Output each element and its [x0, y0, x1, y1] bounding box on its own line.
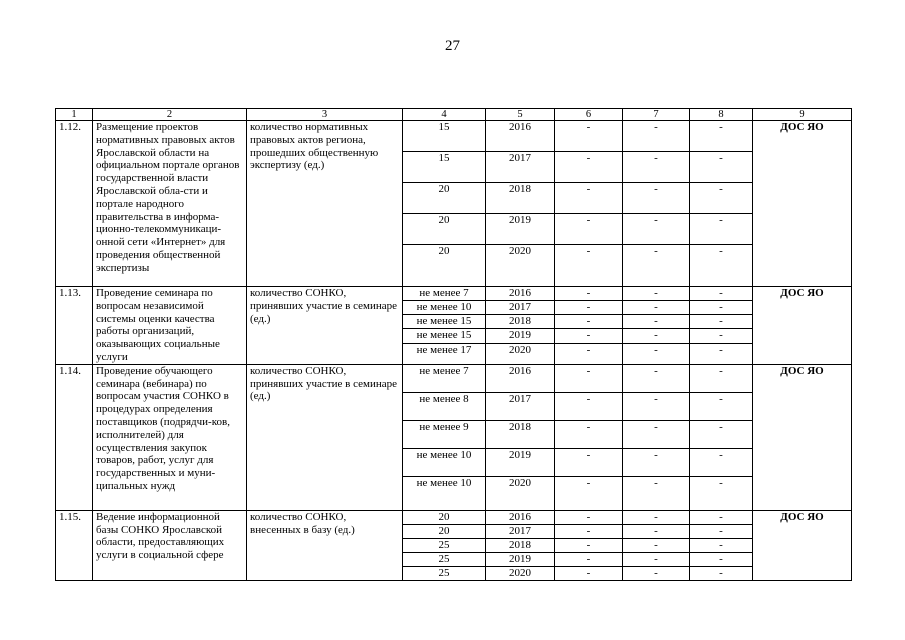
col-header: 2 — [93, 109, 247, 121]
dash-cell: - — [690, 245, 753, 287]
dash-cell: - — [690, 183, 753, 214]
dash-cell: - — [555, 524, 623, 538]
dash-cell: - — [690, 448, 753, 476]
dash-cell: - — [623, 364, 690, 392]
year-cell: 2016 — [486, 121, 555, 152]
table-row — [56, 510, 852, 524]
table-row — [56, 121, 852, 152]
dash-cell: - — [690, 420, 753, 448]
year-cell: 2020 — [486, 476, 555, 510]
dash-cell: - — [690, 524, 753, 538]
year-cell: 2020 — [486, 343, 555, 364]
dash-cell: - — [623, 566, 690, 580]
responsible-cell: ДОС ЯО — [753, 364, 852, 510]
measure-text: Размещение проектов нормативных правовых актов Ярославской области на официальном портале органов государственной власти Ярославской обла-сти и портале народного правительства в информа-ционно-телекоммуникаци-онной сети «Интернет» для проведения общественной экспертизы — [93, 121, 247, 287]
year-cell: 2016 — [486, 510, 555, 524]
measure-text: Проведение обучающего семинара (вебинара) по вопросам участия СОНКО в процедурах определения поставщиков (подрядчи-ков, исполнителей) для осуществления закупок товаров, работ, услуг для государственных и муни-ципальных нужд — [93, 364, 247, 510]
dash-cell: - — [623, 392, 690, 420]
target-value: 20 — [403, 524, 486, 538]
target-value: не менее 10 — [403, 448, 486, 476]
year-cell: 2016 — [486, 287, 555, 301]
indicator-text: количество нормативных правовых актов региона, прошедших общественную экспертизу (ед.) — [247, 121, 403, 287]
measure-text: Ведение информационной базы СОНКО Ярославской области, предоставляющих услуги в социальной сфере — [93, 510, 247, 580]
dash-cell: - — [555, 476, 623, 510]
dash-cell: - — [623, 552, 690, 566]
dash-cell: - — [623, 420, 690, 448]
dash-cell: - — [555, 315, 623, 329]
dash-cell: - — [690, 329, 753, 343]
col-header: 9 — [753, 109, 852, 121]
year-cell: 2017 — [486, 152, 555, 183]
item-number: 1.15. — [56, 510, 93, 580]
year-cell: 2019 — [486, 214, 555, 245]
table-row — [56, 287, 852, 301]
dash-cell: - — [690, 343, 753, 364]
target-value: 25 — [403, 566, 486, 580]
dash-cell: - — [623, 448, 690, 476]
target-value: 20 — [403, 214, 486, 245]
dash-cell: - — [555, 343, 623, 364]
dash-cell: - — [690, 287, 753, 301]
year-cell: 2019 — [486, 329, 555, 343]
target-value: 20 — [403, 245, 486, 287]
responsible-cell: ДОС ЯО — [753, 510, 852, 580]
target-value: 20 — [403, 510, 486, 524]
year-cell: 2017 — [486, 524, 555, 538]
dash-cell: - — [690, 392, 753, 420]
item-number: 1.14. — [56, 364, 93, 510]
dash-cell: - — [555, 152, 623, 183]
col-header: 5 — [486, 109, 555, 121]
target-value: 25 — [403, 552, 486, 566]
dash-cell: - — [555, 566, 623, 580]
dash-cell: - — [555, 329, 623, 343]
target-value: не менее 15 — [403, 315, 486, 329]
dash-cell: - — [690, 552, 753, 566]
col-header: 4 — [403, 109, 486, 121]
dash-cell: - — [690, 510, 753, 524]
dash-cell: - — [623, 476, 690, 510]
indicator-text: количество СОНКО, принявших участие в семинаре (ед.) — [247, 287, 403, 365]
year-cell: 2019 — [486, 552, 555, 566]
target-value: не менее 15 — [403, 329, 486, 343]
dash-cell: - — [555, 301, 623, 315]
target-value: не менее 17 — [403, 343, 486, 364]
dash-cell: - — [690, 152, 753, 183]
dash-cell: - — [555, 552, 623, 566]
dash-cell: - — [555, 538, 623, 552]
dash-cell: - — [623, 510, 690, 524]
measure-text: Проведение семинара по вопросам независимой системы оценки качества работы организаций, оказывающих социальные услуги — [93, 287, 247, 365]
dash-cell: - — [555, 448, 623, 476]
dash-cell: - — [555, 214, 623, 245]
item-number: 1.12. — [56, 121, 93, 287]
dash-cell: - — [623, 301, 690, 315]
dash-cell: - — [690, 121, 753, 152]
header-row — [56, 109, 852, 121]
year-cell: 2018 — [486, 420, 555, 448]
col-header: 7 — [623, 109, 690, 121]
page-number: 27 — [445, 38, 460, 54]
year-cell: 2018 — [486, 183, 555, 214]
dash-cell: - — [555, 287, 623, 301]
dash-cell: - — [555, 245, 623, 287]
dash-cell: - — [555, 183, 623, 214]
indicator-text: количество СОНКО, внесенных в базу (ед.) — [247, 510, 403, 580]
dash-cell: - — [690, 315, 753, 329]
dash-cell: - — [690, 214, 753, 245]
target-value: 20 — [403, 183, 486, 214]
year-cell: 2020 — [486, 566, 555, 580]
dash-cell: - — [623, 287, 690, 301]
target-value: 25 — [403, 538, 486, 552]
year-cell: 2020 — [486, 245, 555, 287]
dash-cell: - — [690, 566, 753, 580]
dash-cell: - — [623, 315, 690, 329]
dash-cell: - — [623, 121, 690, 152]
responsible-cell: ДОС ЯО — [753, 121, 852, 287]
dash-cell: - — [690, 364, 753, 392]
col-header: 6 — [555, 109, 623, 121]
year-cell: 2017 — [486, 392, 555, 420]
col-header: 3 — [247, 109, 403, 121]
col-header: 1 — [56, 109, 93, 121]
dash-cell: - — [555, 392, 623, 420]
dash-cell: - — [623, 214, 690, 245]
indicator-text: количество СОНКО, принявших участие в семинаре (ед.) — [247, 364, 403, 510]
target-value: не менее 8 — [403, 392, 486, 420]
year-cell: 2016 — [486, 364, 555, 392]
dash-cell: - — [623, 183, 690, 214]
dash-cell: - — [690, 476, 753, 510]
dash-cell: - — [623, 329, 690, 343]
dash-cell: - — [623, 152, 690, 183]
responsible-cell: ДОС ЯО — [753, 287, 852, 365]
dash-cell: - — [690, 538, 753, 552]
dash-cell: - — [555, 121, 623, 152]
dash-cell: - — [623, 524, 690, 538]
target-value: не менее 10 — [403, 476, 486, 510]
dash-cell: - — [555, 510, 623, 524]
dash-cell: - — [623, 245, 690, 287]
dash-cell: - — [555, 420, 623, 448]
year-cell: 2019 — [486, 448, 555, 476]
year-cell: 2018 — [486, 315, 555, 329]
target-value: не менее 10 — [403, 301, 486, 315]
table-row — [56, 364, 852, 392]
target-value: не менее 7 — [403, 364, 486, 392]
dash-cell: - — [555, 364, 623, 392]
item-number: 1.13. — [56, 287, 93, 365]
target-value: не менее 9 — [403, 420, 486, 448]
dash-cell: - — [623, 343, 690, 364]
target-value: 15 — [403, 121, 486, 152]
dash-cell: - — [690, 301, 753, 315]
year-cell: 2018 — [486, 538, 555, 552]
dash-cell: - — [623, 538, 690, 552]
target-value: не менее 7 — [403, 287, 486, 301]
program-table — [55, 108, 852, 581]
year-cell: 2017 — [486, 301, 555, 315]
target-value: 15 — [403, 152, 486, 183]
col-header: 8 — [690, 109, 753, 121]
